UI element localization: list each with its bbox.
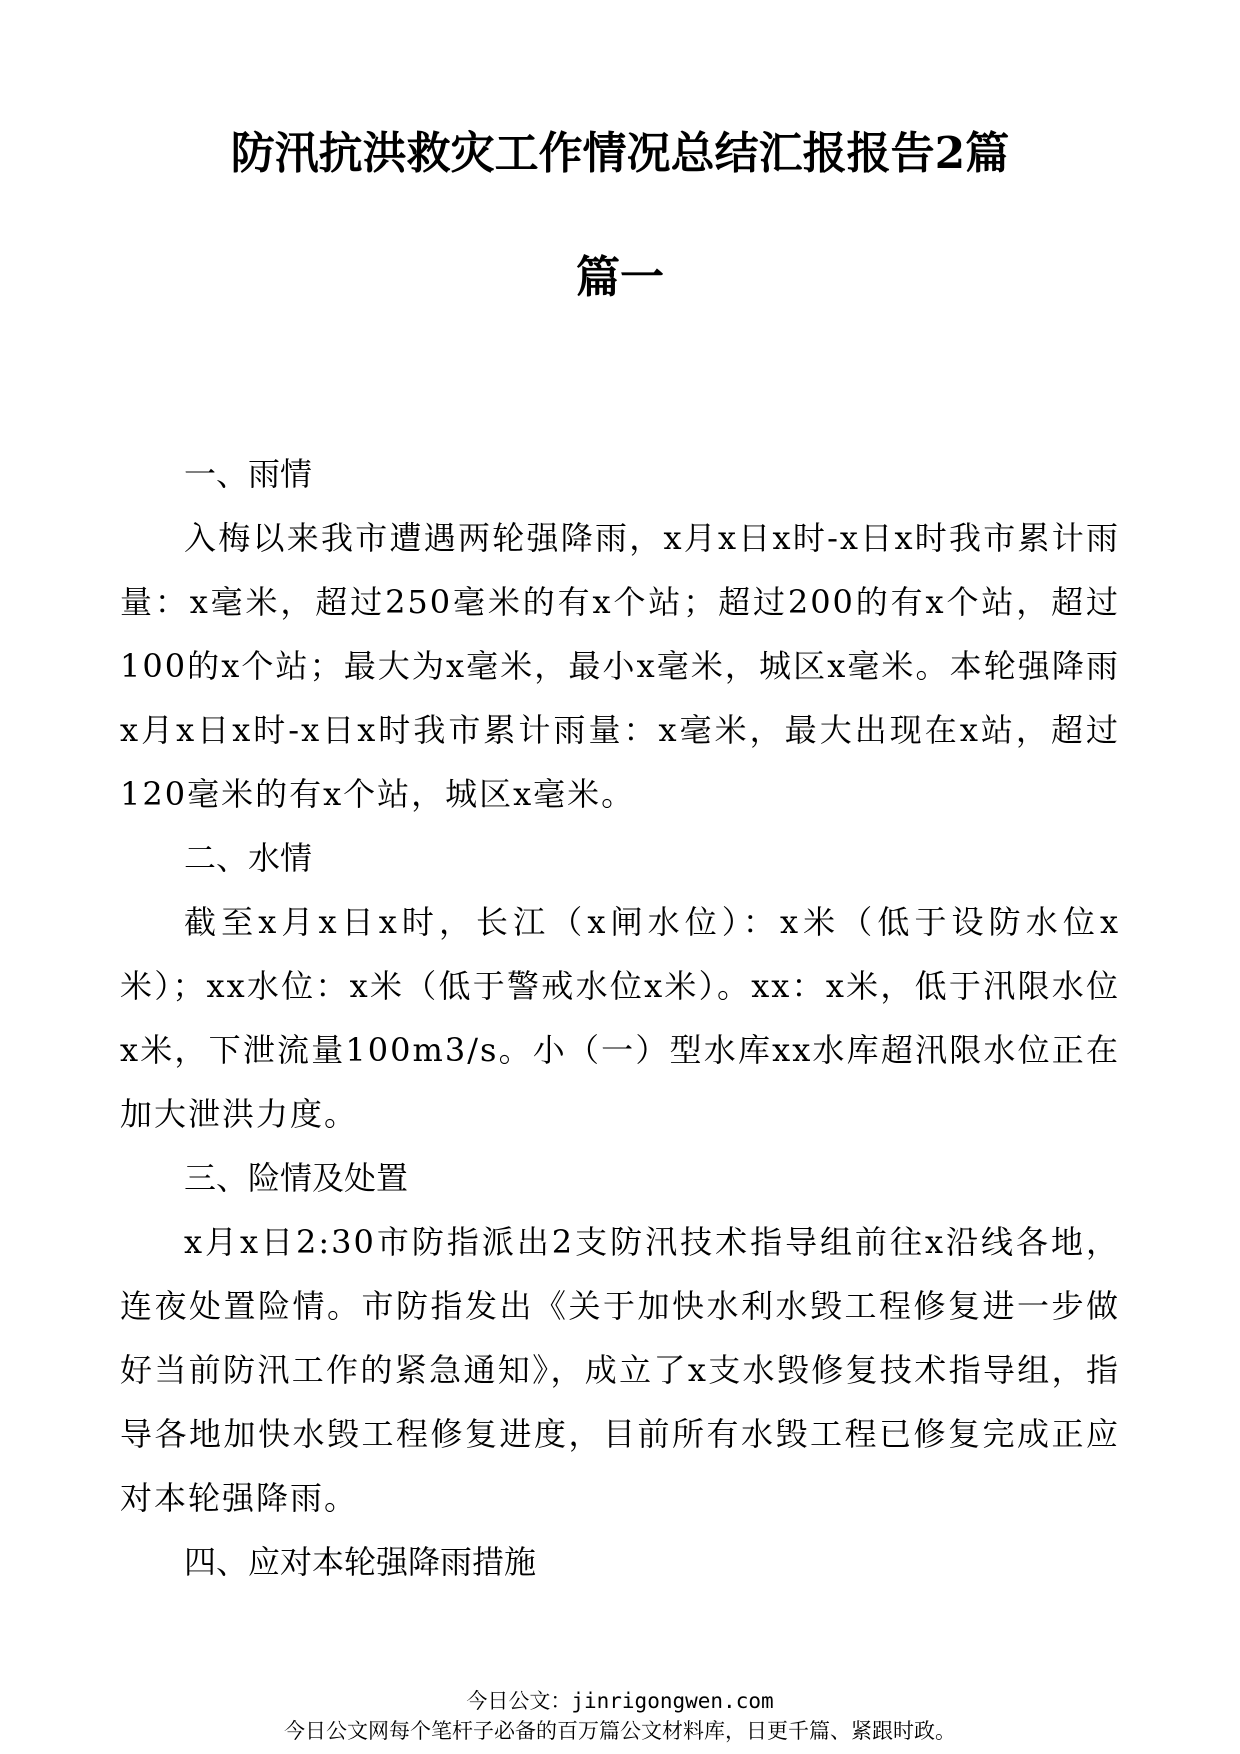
footer-site-link[interactable]: jinrigongwen.com — [571, 1689, 774, 1713]
part-title: 篇一 — [576, 252, 664, 303]
footer-label: 今日公文： — [466, 1689, 572, 1713]
footer — [0, 1686, 1240, 1746]
section-paragraph-rain: 入梅以来我市遭遇两轮强降雨，x月x日x时-x日x时我市累计雨量：x毫米，超过250毫米的有x个站；超过200的有x个站，超过100的x个站；最大为x毫米，最小x毫米，城区x毫米。本轮强降雨x月x日x时-x日x时我市累计雨量：x毫米，最大出现在x站，超过120毫米的有x个站，城区x毫米。 — [120, 519, 1120, 813]
footer-slogan: 今日公文网每个笔杆子必备的百万篇公文材料库，日更千篇、紧跟时政。 — [284, 1719, 956, 1743]
footer-source-line — [0, 1686, 1240, 1716]
section-heading-measures: 四、应对本轮强降雨措施 — [184, 1543, 537, 1581]
document-title: 防汛抗洪救灾工作情况总结汇报报告2篇 — [230, 128, 1010, 179]
section-heading-danger: 三、险情及处置 — [184, 1159, 409, 1197]
section-paragraph-water: 截至x月x日x时，长江（x闸水位）：x米（低于设防水位x米）；xx水位：x米（低于警戒水位x米）。xx：x米，低于汛限水位x米，下泄流量100m3/s。小（一）型水库xx水库超汛限水位正在加大泄洪力度。 — [120, 903, 1120, 1133]
document-body — [120, 442, 1120, 1594]
section-heading-rain: 一、雨情 — [184, 455, 313, 493]
section-paragraph-danger: x月x日2:30市防指派出2支防汛技术指导组前往x沿线各地，连夜处置险情。市防指发出《关于加快水利水毁工程修复进一步做好当前防汛工作的紧急通知》，成立了x支水毁修复技术指导组，指导各地加快水毁工程修复进度，目前所有水毁工程已修复完成正应对本轮强降雨。 — [120, 1223, 1120, 1517]
section-heading-water: 二、水情 — [184, 839, 313, 877]
